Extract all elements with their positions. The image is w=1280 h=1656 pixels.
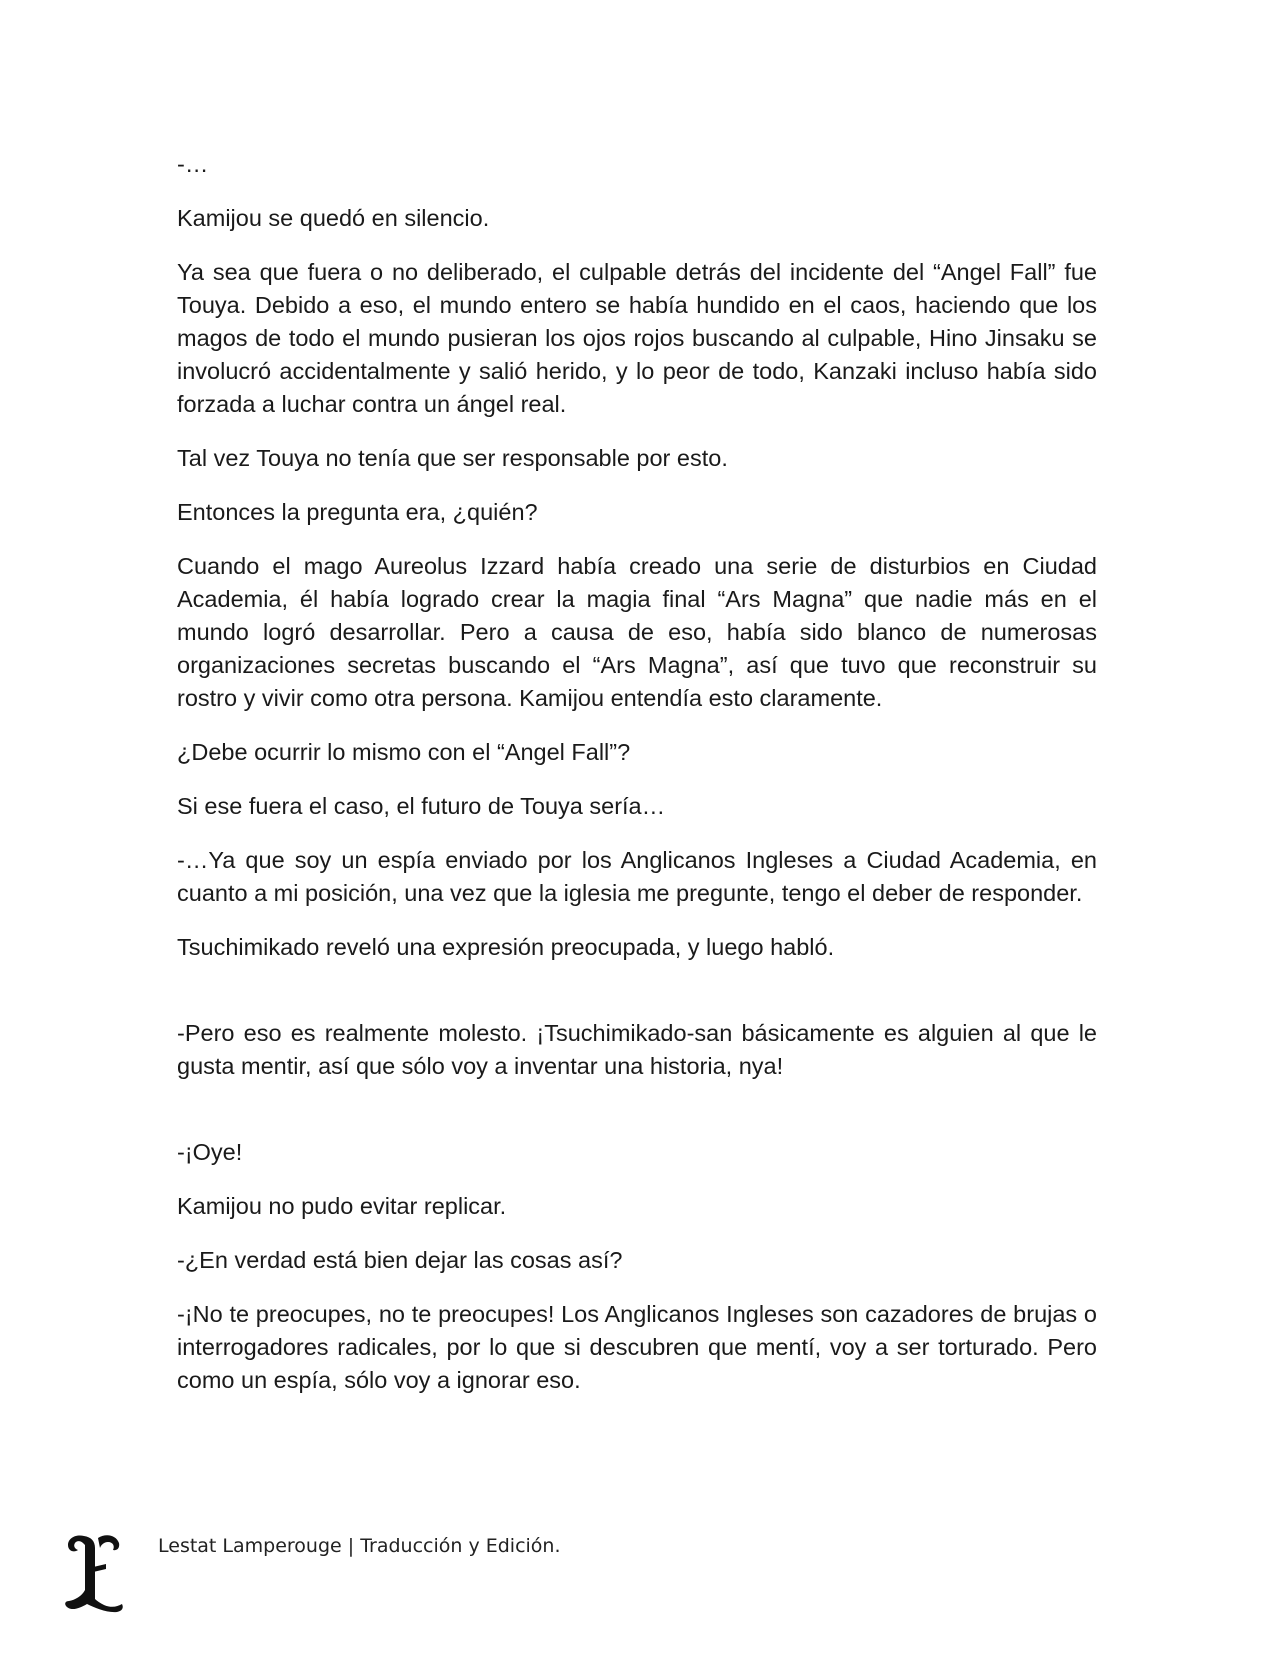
paragraph: Tsuchimikado reveló una expresión preocupada, y luego habló. xyxy=(177,934,835,960)
paragraph: Ya sea que fuera o no deliberado, el culpable detrás del incidente del “Angel Fall” fue Touya. Debido a eso, el mundo entero se había hundido en el caos, haciendo que los magos de todo el mundo pusieran los ojos rojos buscando al culpable, Hino Jinsaku se involucró accidentalmente y salió herido, y lo peor de todo, Kanzaki incluso había sido forzada a luchar contra un ángel real. xyxy=(177,259,1097,417)
paragraph: -¡Oye! xyxy=(177,1139,243,1165)
translator-credit: Lestat Lamperouge | Traducción y Edición. xyxy=(158,1535,561,1557)
paragraph: -Pero eso es realmente molesto. ¡Tsuchimikado-san básicamente es alguien al que le gusta mentir, así que sólo voy a inventar una historia, nya! xyxy=(177,1020,1097,1079)
paragraph: Entonces la pregunta era, ¿quién? xyxy=(177,499,538,525)
page-body xyxy=(177,148,1097,1418)
paragraph: Si ese fuera el caso, el futuro de Touya sería… xyxy=(177,793,666,819)
gothic-l-logo xyxy=(62,1528,126,1616)
paragraph: -¿En verdad está bien dejar las cosas así? xyxy=(177,1247,623,1273)
paragraph: Tal vez Touya no tenía que ser responsable por esto. xyxy=(177,445,728,471)
paragraph: Kamijou no pudo evitar replicar. xyxy=(177,1193,507,1219)
paragraph: -…Ya que soy un espía enviado por los Anglicanos Ingleses a Ciudad Academia, en cuanto a mi posición, una vez que la iglesia me pregunte, tengo el deber de responder. xyxy=(177,847,1097,906)
paragraph: -… xyxy=(177,151,209,177)
paragraph: -¡No te preocupes, no te preocupes! Los Anglicanos Ingleses son cazadores de brujas o interrogadores radicales, por lo que si descubren que mentí, voy a ser torturado. Pero como un espía, sólo voy a ignorar eso. xyxy=(177,1301,1097,1393)
paragraph: Cuando el mago Aureolus Izzard había creado una serie de disturbios en Ciudad Academia, él había logrado crear la magia final “Ars Magna” que nadie más en el mundo logró desarrollar. Pero a causa de eso, había sido blanco de numerosas organizaciones secretas buscando el “Ars Magna”, así que tuvo que reconstruir su rostro y vivir como otra persona. Kamijou entendía esto claramente. xyxy=(177,553,1097,711)
paragraph: Kamijou se quedó en silencio. xyxy=(177,205,490,231)
paragraph: ¿Debe ocurrir lo mismo con el “Angel Fall”? xyxy=(177,739,631,765)
page-footer xyxy=(62,1528,762,1618)
